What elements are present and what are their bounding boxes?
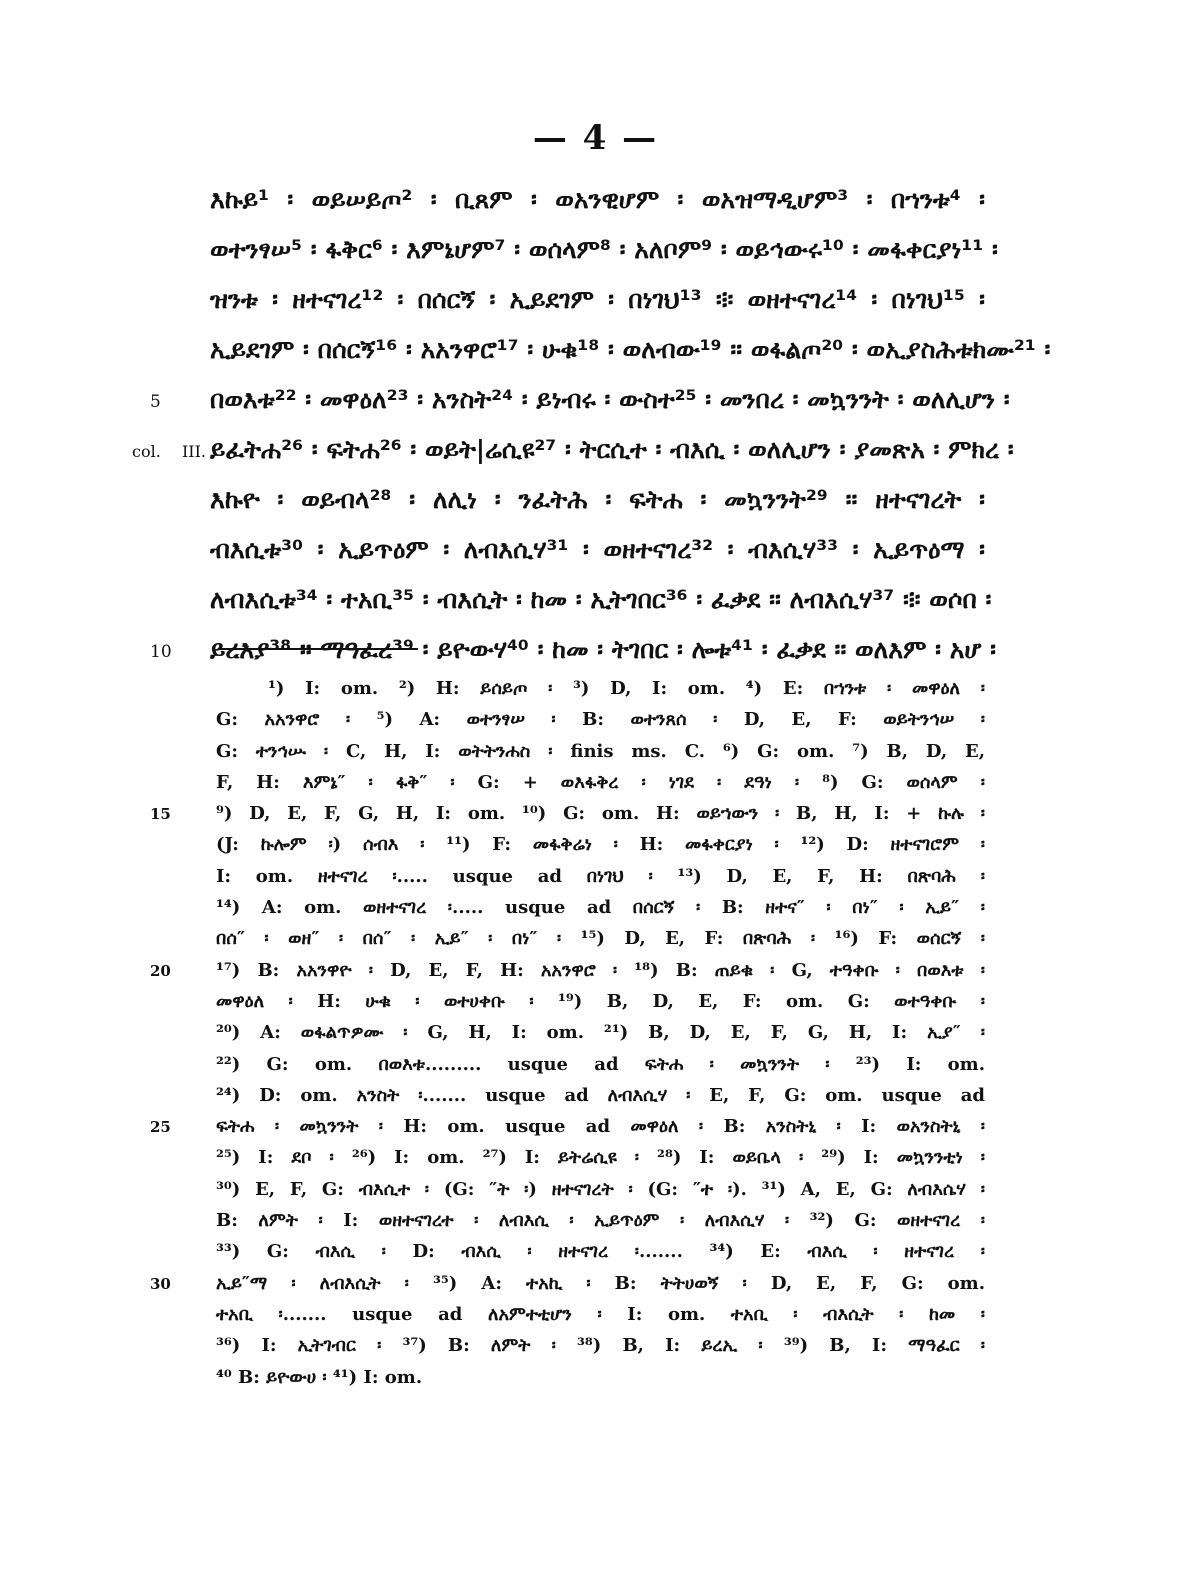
- text-line-content: ዝንቱ ፡ ዘተናገረ¹² ፡ በሰርኝ ፡ ኢይደገም ፡ በነገህ¹³ ፨ ወዘተናገረ¹⁴ ፡ በነገህ¹⁵ ፡: [210, 285, 985, 314]
- line-number: 20: [150, 961, 171, 980]
- footnote-line-content: ²⁵) I: ደቦ ፡ ²⁶) I: om. ²⁷) I: ይትሬሲዩ ፡ ²⁸) I: ወይቤላ ፡ ²⁹) I: መኳንንቲነ ፡: [216, 1147, 985, 1169]
- footnote-line-content: I: om. ዘተናገረ ፡..... usque ad በነገህ ፡ ¹³) D, E, F, H: በጽባሕ ፡: [216, 865, 985, 887]
- main-text-block: [132, 175, 1051, 675]
- text-line: [150, 575, 992, 625]
- footnote-line: [150, 1268, 985, 1299]
- text-line-content: በወእቱ²² ፡ መዋዕለ²³ ፡ አንስት²⁴ ፡ ይነብሩ ፡ ውስተ²⁵ ፡ መንበረ ፡ መኳንንት ፡ ወለሊሆን ፡: [210, 385, 1010, 414]
- footnote-line: [150, 1017, 985, 1048]
- footnote-line: [150, 1049, 985, 1080]
- footnote-line: [150, 1111, 985, 1142]
- text-line: [132, 425, 1014, 475]
- footnote-line: [150, 986, 985, 1017]
- text-line: [150, 275, 985, 325]
- footnote-line-content: ¹⁷) B: አአንዋዮ ፡ D, E, F, H: አአንዋሮ ፡ ¹⁸) B: ጠይቁ ፡ G, ተዓቀቡ ፡ በወእቱ ፡: [216, 959, 985, 981]
- line-number: 5: [150, 392, 161, 412]
- text-line: [150, 175, 985, 225]
- footnote-line: [150, 1236, 985, 1267]
- footnote-line-content: ²⁰) A: ወፋልጥዎሙ ፡ G, H, I: om. ²¹) B, D, E, F, G, H, I: ኢያ″ ፡: [216, 1022, 985, 1044]
- text-line-content: እኩዮ ፡ ወይብላ²⁸ ፡ ለሊነ ፡ ንፈትሕ ፡ ፍትሐ ፡ መኳንንት²⁹ ፡፡ ዘተናገረት ፡: [210, 485, 985, 514]
- footnote-line-content: ³⁶) I: ኢትገብር ፡ ³⁷) B: ለምት ፡ ³⁸) B, I: ይረኢ ፡ ³⁹) B, I: ማዓፈር ፡: [216, 1335, 985, 1357]
- footnote-line-content: ³⁰) E, F, G: ብእሲተ ፡ (G: ″ት ፡) ዘተናገረት ፡ (G: ″ተ ፡). ³¹) A, E, G: ለብእሴሃ ፡: [216, 1178, 985, 1200]
- footnote-line: [150, 767, 985, 798]
- text-line: [150, 525, 985, 575]
- footnote-line: [150, 673, 985, 704]
- text-line-content: ለብእሲቱ³⁴ ፡ ተአቢ³⁵ ፡ ብእሲት ፡ ከመ ፡ ኢትገበር³⁶ ፡ ፈቃደ ፡፡ ለብእሲሃ³⁷ ፨ ወሶበ ፡: [210, 585, 992, 614]
- footnote-line: [150, 1362, 985, 1393]
- line-number: 25: [150, 1118, 171, 1137]
- footnote-line-content: ²⁴) D: om. አንስት ፡....... usque ad ለብእሲሃ ፡ E, F, G: om. usque ad: [216, 1084, 985, 1106]
- footnote-line: [150, 1080, 985, 1111]
- line-number: 15: [150, 805, 171, 824]
- footnote-line: [150, 1299, 985, 1330]
- footnote-line: [150, 1205, 985, 1236]
- text-line: [150, 325, 1051, 375]
- footnote-line-content: ³³) G: ብእሲ ፡ D: ብእሲ ፡ ዘተናገረ ፡....... ³⁴) E: ብእሲ ፡ ዘተናገረ ፡: [216, 1241, 985, 1263]
- footnote-line: [150, 955, 985, 986]
- footnote-line: [150, 861, 985, 892]
- footnote-line-content: ተአቢ ፡....... usque ad ለአምተቲሆን ፡ I: om. ተአቢ ፡ ብእሲት ፡ ከመ ፡: [216, 1303, 985, 1325]
- footnote-line: [150, 704, 985, 735]
- line-number: 10: [150, 642, 172, 662]
- footnote-line-content: በሰ″ ፡ ወዘ″ ፡ በሰ″ ፡ ኢይ″ ፡ በነ″ ፡ ¹⁵) D, E, F: በጽባሕ ፡ ¹⁶) F: ወሰርኝ ፡: [216, 928, 985, 950]
- text-line-content: እኩይ¹ ፡ ወይሠይጦ² ፡ ቢጸም ፡ ወአንዊሆም ፡ ወአዝማዲሆም³ ፡ በኀንቱ⁴ ፡: [210, 185, 985, 214]
- footnote-line: [150, 892, 985, 923]
- column-reference: col. III.: [132, 442, 206, 461]
- text-line: [150, 375, 1010, 425]
- footnote-line: [150, 1174, 985, 1205]
- footnote-separator-rule: [218, 648, 418, 650]
- footnote-line: [150, 798, 985, 829]
- text-line: [150, 625, 997, 675]
- text-line-content: ይፈትሐ²⁶ ፡ ፍትሐ²⁶ ፡ ወይት|ሬሲዩ²⁷ ፡ ትርሲተ ፡ ብእሲ ፡ ወለሊሆን ፡ ያመጽአ ፡ ምክረ ፡: [210, 435, 1014, 464]
- text-line: [150, 475, 985, 525]
- text-line-content: ወተንፃሠ⁵ ፡ ፋቅር⁶ ፡ እምኔሆም⁷ ፡ ወሰላም⁸ ፡ አለቦም⁹ ፡ ወይኅውሩ¹⁰ ፡ መፋቀርያነ¹¹ ፡: [210, 235, 998, 264]
- footnote-line-content: መዋዕለ ፡ H: ሁቁ ፡ ወተሀቀቡ ፡ ¹⁹) B, D, E, F: om. G: ወተዓቀቡ ፡: [216, 990, 985, 1012]
- footnote-line-content: ²²) G: om. በወእቱ......... usque ad ፍትሐ ፡ መኳንንት ፡ ²³) I: om.: [216, 1053, 985, 1075]
- footnote-line-content: B: ለምት ፡ I: ወዘተናገረተ ፡ ለብእሲ ፡ ኢይጥዕም ፡ ለብእሲሃ ፡ ³²) G: ወዘተናገረ ፡: [216, 1210, 985, 1232]
- footnote-line-content: ¹) I: om. ²) H: ይሰይጦ ፡ ³) D, I: om. ⁴) E: በኀንቱ ፡ መዋዕለ ፡: [268, 678, 985, 699]
- text-line-content: ብእሲቱ³⁰ ፡ ኢይጥዕም ፡ ለብእሲሃ³¹ ፡ ወዘተናገረ³² ፡ ብእሲሃ³³ ፡ ኢይጥዕማ ፡: [210, 535, 985, 564]
- footnote-line: [150, 1142, 985, 1173]
- footnote-line: [150, 736, 985, 767]
- page-number: — 4 —: [532, 118, 659, 158]
- footnote-line-content: ⁴⁰ B: ይዮውሀ ፡ ⁴¹) I: om.: [216, 1366, 423, 1388]
- footnote-line-content: ፍትሐ ፡ መኳንንት ፡ H: om. usque ad መዋዕለ ፡ B: አንስትኒ ፡ I: ወአንስትኒ ፡: [216, 1116, 985, 1138]
- text-line-content: ይረእያ³⁸ ፡፡ ማዓፈረ³⁹ ፡ ይዮውሃ⁴⁰ ፡ ከመ ፡ ትገበር ፡ ሎቱ⁴¹ ፡ ፈቃደ ፡፡ ወለእም ፡ አሆ ፡: [210, 635, 997, 664]
- footnote-line-content: ¹⁴) A: om. ወዘተናገረ ፡..... usque ad በሰርኝ ፡ B: ዘተና″ ፡ በነ″ ፡ ኢይ″ ፡: [216, 897, 985, 919]
- footnote-line-content: (J: ኩሎም ፡) ሰብእ ፡ ¹¹) F: መፋቅሬነ ፡ H: መፋቀርያነ ፡ ¹²) D: ዘተናገሮም ፡: [216, 834, 985, 856]
- footnote-line: [150, 1330, 985, 1361]
- text-line-content: ኢይደገም ፡ በሰርኝ¹⁶ ፡ አአንዋሮ¹⁷ ፡ ሁቁ¹⁸ ፡ ወለብው¹⁹ ፡፡ ወፋልጦ²⁰ ፡ ወኢያስሕቱክሙ²¹ ፡: [210, 335, 1051, 364]
- text-line: [150, 225, 998, 275]
- footnote-line: [150, 829, 985, 860]
- footnotes-block: [150, 673, 985, 1393]
- footnote-line-content: G: ተንኅሡ ፡ C, H, I: ወትትንሐስ ፡ finis ms. C. ⁶) G: om. ⁷) B, D, E,: [216, 740, 985, 762]
- footnote-line-content: ⁹) D, E, F, G, H, I: om. ¹⁰) G: om. H: ወይኀውን ፡ B, H, I: + ኩሉ ፡: [216, 803, 985, 825]
- footnote-line-content: G: አአንዋሮ ፡ ⁵) A: ወተንፃሠ ፡ B: ወተንጸሰ ፡ D, E, F: ወይትንኅሠ ፡: [216, 709, 985, 731]
- line-number: 30: [150, 1274, 171, 1293]
- footnote-line: [150, 923, 985, 954]
- footnote-line-content: ኢይ″ማ ፡ ለብእሲት ፡ ³⁵) A: ተአኪ ፡ B: ትትሀወኝ ፡ D, E, F, G: om.: [216, 1272, 985, 1294]
- footnote-line-content: F, H: እምኔ″ ፡ ፋቅ″ ፡ G: + ወእፋቅረ ፡ ነገደ ፡ ደዓነ ፡ ⁸) G: ወሰላም ፡: [216, 771, 985, 793]
